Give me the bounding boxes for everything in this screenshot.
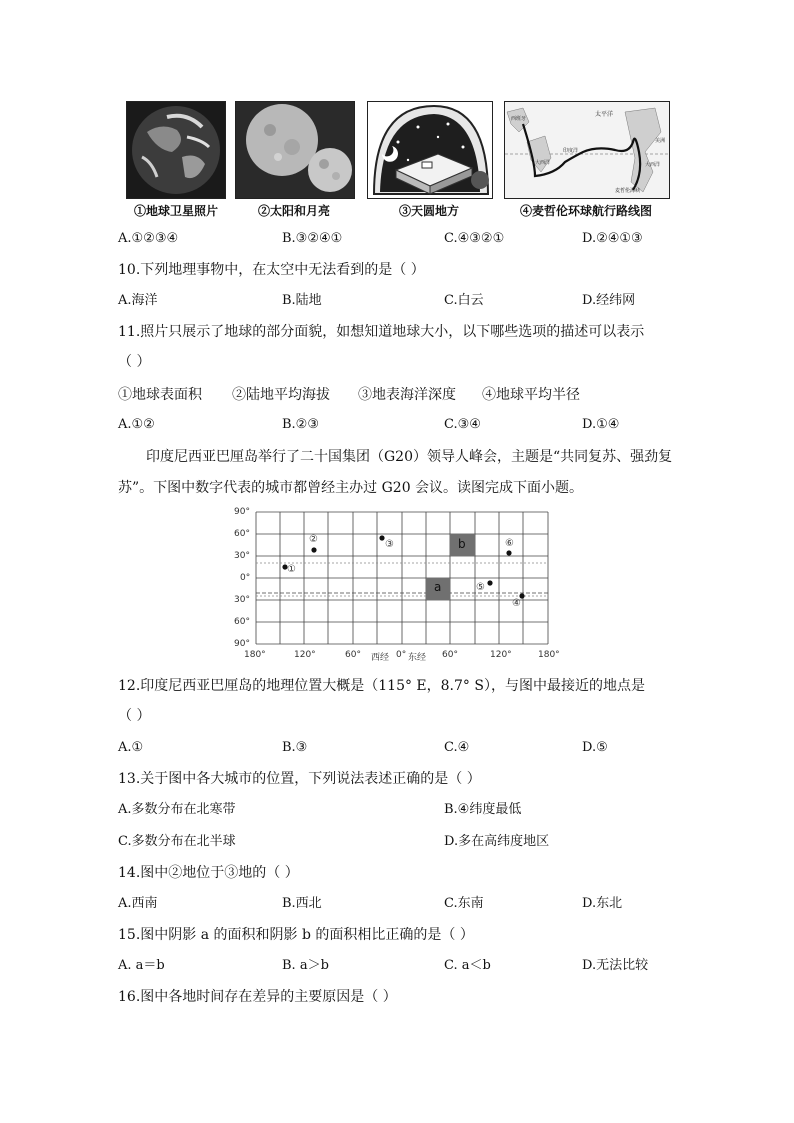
q13-option-a[interactable]: A.多数分布在北寒带 (118, 802, 236, 817)
city-label-6: ⑥ (505, 538, 514, 549)
q13-stem: 13.关于图中各大城市的位置，下列说法表述正确的是（ ） (118, 771, 481, 787)
q13-option-c[interactable]: C.多数分布在北半球 (118, 834, 236, 849)
q12-stem: 12.印度尼西亚巴厘岛的地理位置大概是（115° E，8.7° S），与图中最接近的地点是 (118, 678, 645, 694)
q12-option-d[interactable]: D.⑤ (582, 740, 608, 755)
city-label-1: ① (287, 564, 296, 575)
city-dot-2 (311, 547, 316, 552)
city-label-5: ⑤ (476, 582, 485, 593)
q15-option-a[interactable]: A. a＝b (118, 958, 165, 973)
q11-stem-bracket: （ ） (118, 354, 151, 370)
lat-label-30n: 30° (234, 551, 250, 561)
map-label-pacific: 太平洋 (595, 111, 614, 118)
city-label-3: ③ (385, 539, 394, 550)
lon-label-180w: 180° (244, 650, 266, 660)
map-label-indian: 印度洋 (563, 148, 579, 154)
city-label-2: ② (309, 534, 318, 545)
q14-option-d[interactable]: D.东北 (582, 896, 623, 911)
g20-grid-map (228, 506, 568, 666)
q11-item-1: ①地球表面积 (118, 387, 202, 403)
q11-item-4: ④地球平均半径 (482, 387, 580, 403)
lon-label-0: 0° (396, 650, 407, 660)
lat-label-90s: 90° (234, 639, 250, 649)
q12-stem-bracket: （ ） (118, 708, 151, 724)
q11-option-b[interactable]: B.②③ (282, 417, 319, 432)
dome-sky-drawing (367, 101, 493, 199)
map-label-atlantic-2: 大西洋 (645, 162, 661, 168)
q14-option-b[interactable]: B.西北 (282, 896, 322, 911)
city-label-4: ④ (512, 598, 521, 609)
intro-line-2: 苏”。下图中数字代表的城市都曾经主办过 G20 会议。读图完成下面小题。 (118, 480, 584, 496)
q12-option-c[interactable]: C.④ (444, 740, 470, 755)
lon-label-60w: 60° (345, 650, 361, 660)
lon-label-west: 西经 (371, 653, 390, 663)
lon-label-180e: 180° (538, 650, 560, 660)
figure-caption-1: ①地球卫星照片 (133, 204, 218, 218)
lat-label-90n: 90° (234, 507, 250, 517)
q15-stem: 15.图中阴影 a 的面积和阴影 b 的面积相比正确的是（ ） (118, 927, 474, 943)
q11-option-d[interactable]: D.①④ (582, 417, 620, 432)
q14-option-a[interactable]: A.西南 (118, 896, 158, 911)
q11-option-c[interactable]: C.③④ (444, 417, 481, 432)
map-label-strait: 麦哲伦海峡 (615, 188, 641, 194)
q12-option-a[interactable]: A.① (118, 740, 144, 755)
lat-label-0: 0° (240, 573, 251, 583)
q10-option-a[interactable]: A.海洋 (118, 293, 158, 308)
q14-option-c[interactable]: C.东南 (444, 896, 484, 911)
lat-label-60n: 60° (234, 529, 250, 539)
city-dot-3 (379, 535, 384, 540)
q9-option-b[interactable]: B.③②④① (282, 231, 343, 246)
q15-option-b[interactable]: B. a＞b (282, 958, 329, 973)
shade-label-a: a (434, 580, 442, 594)
q11-option-a[interactable]: A.①② (118, 417, 155, 432)
q10-option-b[interactable]: B.陆地 (282, 293, 322, 308)
q15-option-d[interactable]: D.无法比较 (582, 958, 649, 973)
figure-caption-2: ②太阳和月亮 (257, 204, 330, 218)
lat-label-60s: 60° (234, 617, 250, 627)
q13-option-d[interactable]: D.多在高纬度地区 (444, 834, 550, 849)
map-label-spain: 西班牙 (511, 116, 527, 122)
lon-label-60e: 60° (442, 650, 458, 660)
q11-item-2: ②陆地平均海拔 (232, 387, 330, 403)
q10-option-d[interactable]: D.经纬网 (582, 293, 636, 308)
sun-moon-photo (235, 101, 355, 199)
q12-option-b[interactable]: B.③ (282, 740, 308, 755)
q9-option-d[interactable]: D.②④①③ (582, 231, 643, 246)
q14-stem: 14.图中②地位于③地的（ ） (118, 865, 299, 881)
lon-label-120w: 120° (294, 650, 316, 660)
lat-label-30s: 30° (234, 595, 250, 605)
city-dot-6 (506, 550, 511, 555)
q16-stem: 16.图中各地时间存在差异的主要原因是（ ） (118, 989, 397, 1005)
earth-photo (126, 101, 226, 199)
figure-caption-3: ③天圆地方 (398, 204, 459, 218)
shade-label-b: b (458, 537, 466, 551)
map-label-atlantic: 大西洋 (535, 160, 551, 166)
route-map (504, 101, 670, 199)
map-label-america: 美洲 (655, 138, 666, 144)
q13-option-b[interactable]: B.④纬度最低 (444, 802, 522, 817)
city-dot-5 (487, 580, 492, 585)
lon-label-east: 东经 (408, 653, 427, 663)
figure-caption-4: ④麦哲伦环球航行路线图 (519, 204, 652, 218)
q9-option-c[interactable]: C.④③②① (444, 231, 505, 246)
q11-stem: 11.照片只展示了地球的部分面貌，如想知道地球大小，以下哪些选项的描述可以表示 (118, 324, 645, 340)
q15-option-c[interactable]: C. a＜b (444, 958, 491, 973)
q10-option-c[interactable]: C.白云 (444, 293, 484, 308)
intro-line-1: 印度尼西亚巴厘岛举行了二十国集团（G20）领导人峰会，主题是“共同复苏、强劲复 (146, 449, 673, 465)
q10-stem: 10.下列地理事物中，在太空中无法看到的是（ ） (118, 262, 425, 278)
q9-option-a[interactable]: A.①②③④ (118, 231, 179, 246)
lon-label-120e: 120° (490, 650, 512, 660)
q11-item-3: ③地表海洋深度 (358, 387, 456, 403)
